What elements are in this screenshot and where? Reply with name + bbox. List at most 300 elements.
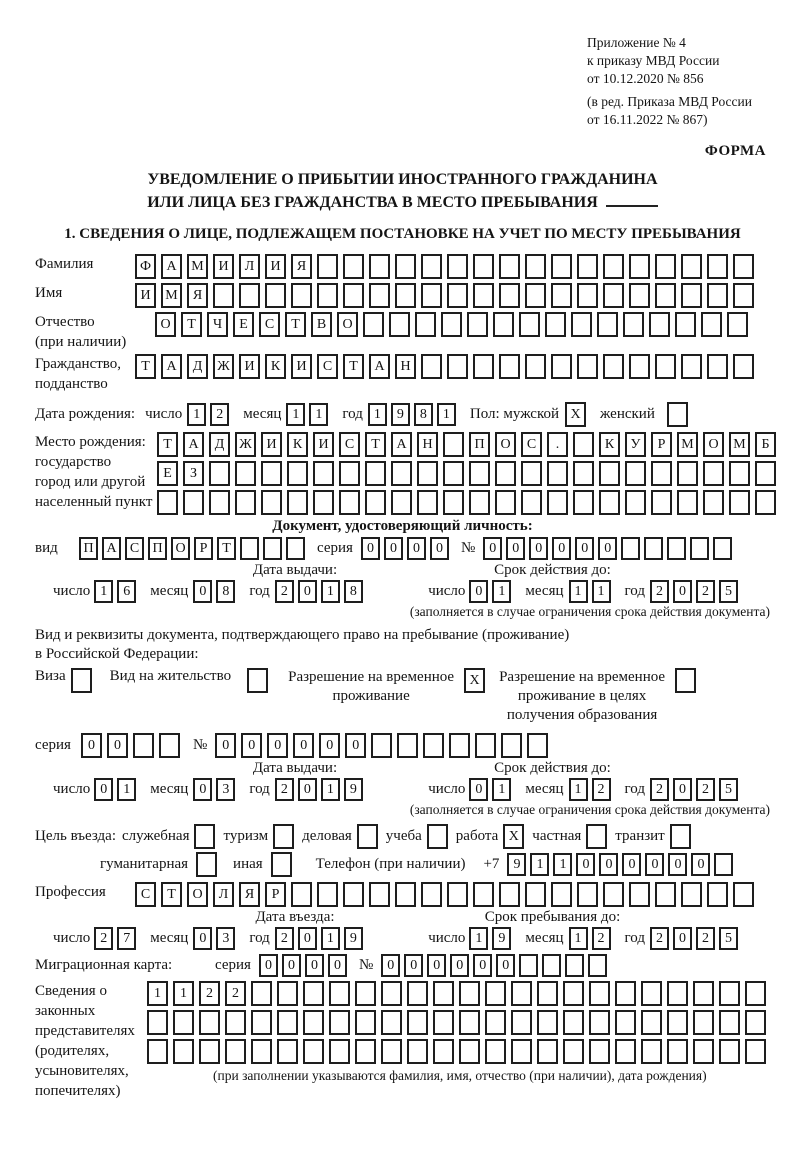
- char-cell[interactable]: [573, 461, 594, 486]
- residence-seriya-cells[interactable]: [81, 733, 185, 758]
- char-cell[interactable]: [707, 354, 728, 379]
- stay-day[interactable]: [469, 927, 515, 950]
- char-cell[interactable]: [551, 354, 572, 379]
- char-cell[interactable]: .: [547, 432, 568, 457]
- char-cell[interactable]: [329, 1039, 350, 1064]
- char-cell[interactable]: М: [729, 432, 750, 457]
- char-cell[interactable]: 1: [94, 580, 113, 603]
- char-cell[interactable]: [681, 254, 702, 279]
- char-cell[interactable]: [421, 354, 442, 379]
- char-cell[interactable]: [655, 283, 676, 308]
- char-cell[interactable]: 8: [344, 580, 363, 603]
- char-cell[interactable]: 5: [719, 580, 738, 603]
- char-cell[interactable]: 0: [575, 537, 594, 560]
- char-cell[interactable]: 2: [210, 403, 229, 426]
- char-cell[interactable]: [459, 981, 480, 1006]
- char-cell[interactable]: [719, 1010, 740, 1035]
- char-cell[interactable]: 0: [430, 537, 449, 560]
- char-cell[interactable]: А: [391, 432, 412, 457]
- residence-issue-year[interactable]: [275, 778, 367, 801]
- char-cell[interactable]: 2: [275, 580, 294, 603]
- char-cell[interactable]: 0: [645, 853, 664, 876]
- char-cell[interactable]: 2: [650, 580, 669, 603]
- char-cell[interactable]: [599, 490, 620, 515]
- char-cell[interactable]: 0: [267, 733, 288, 758]
- identity-issue-day[interactable]: [94, 580, 140, 603]
- char-cell[interactable]: [389, 312, 410, 337]
- char-cell[interactable]: [443, 490, 464, 515]
- char-cell[interactable]: О: [171, 537, 190, 560]
- char-cell[interactable]: [563, 1010, 584, 1035]
- char-cell[interactable]: [251, 1010, 272, 1035]
- char-cell[interactable]: [499, 254, 520, 279]
- char-cell[interactable]: [441, 312, 462, 337]
- char-cell[interactable]: 0: [81, 733, 102, 758]
- char-cell[interactable]: [603, 283, 624, 308]
- char-cell[interactable]: Т: [157, 432, 178, 457]
- char-cell[interactable]: [677, 490, 698, 515]
- char-cell[interactable]: [615, 981, 636, 1006]
- char-cell[interactable]: Н: [417, 432, 438, 457]
- char-cell[interactable]: [251, 981, 272, 1006]
- char-cell[interactable]: [443, 461, 464, 486]
- char-cell[interactable]: [667, 1039, 688, 1064]
- char-cell[interactable]: 0: [473, 954, 492, 977]
- char-cell[interactable]: [597, 312, 618, 337]
- char-cell[interactable]: [493, 312, 514, 337]
- char-cell[interactable]: 0: [483, 537, 502, 560]
- char-cell[interactable]: 2: [275, 778, 294, 801]
- char-cell[interactable]: [511, 1039, 532, 1064]
- char-cell[interactable]: [199, 1010, 220, 1035]
- char-cell[interactable]: И: [265, 254, 286, 279]
- surname-cells[interactable]: [135, 254, 759, 279]
- char-cell[interactable]: [395, 254, 416, 279]
- identity-seriya-cells[interactable]: [361, 537, 453, 560]
- char-cell[interactable]: [459, 1039, 480, 1064]
- char-cell[interactable]: 1: [173, 981, 194, 1006]
- residence-valid-year[interactable]: [650, 778, 742, 801]
- char-cell[interactable]: [235, 490, 256, 515]
- char-cell[interactable]: [313, 490, 334, 515]
- char-cell[interactable]: [577, 354, 598, 379]
- char-cell[interactable]: [733, 882, 754, 907]
- char-cell[interactable]: [209, 461, 230, 486]
- char-cell[interactable]: 0: [94, 778, 113, 801]
- phone-cells[interactable]: [507, 853, 737, 876]
- char-cell[interactable]: В: [311, 312, 332, 337]
- char-cell[interactable]: 1: [569, 580, 588, 603]
- char-cell[interactable]: [447, 882, 468, 907]
- char-cell[interactable]: [615, 1039, 636, 1064]
- char-cell[interactable]: 1: [492, 580, 511, 603]
- char-cell[interactable]: 0: [241, 733, 262, 758]
- char-cell[interactable]: [473, 354, 494, 379]
- char-cell[interactable]: [369, 254, 390, 279]
- char-cell[interactable]: 0: [193, 580, 212, 603]
- char-cell[interactable]: Р: [265, 882, 286, 907]
- char-cell[interactable]: [545, 312, 566, 337]
- char-cell[interactable]: 0: [282, 954, 301, 977]
- char-cell[interactable]: 2: [696, 927, 715, 950]
- char-cell[interactable]: 9: [391, 403, 410, 426]
- char-cell[interactable]: [589, 981, 610, 1006]
- char-cell[interactable]: [303, 981, 324, 1006]
- char-cell[interactable]: [469, 490, 490, 515]
- char-cell[interactable]: 2: [225, 981, 246, 1006]
- char-cell[interactable]: О: [337, 312, 358, 337]
- birth-year-cells[interactable]: [368, 403, 460, 426]
- char-cell[interactable]: А: [161, 254, 182, 279]
- char-cell[interactable]: [213, 283, 234, 308]
- char-cell[interactable]: [339, 461, 360, 486]
- char-cell[interactable]: Т: [343, 354, 364, 379]
- checkbox-purpose-business[interactable]: [357, 824, 378, 849]
- char-cell[interactable]: [485, 981, 506, 1006]
- char-cell[interactable]: [551, 882, 572, 907]
- char-cell[interactable]: [521, 490, 542, 515]
- char-cell[interactable]: [733, 354, 754, 379]
- char-cell[interactable]: 1: [321, 927, 340, 950]
- char-cell[interactable]: [733, 283, 754, 308]
- char-cell[interactable]: [447, 354, 468, 379]
- char-cell[interactable]: 0: [506, 537, 525, 560]
- char-cell[interactable]: [655, 354, 676, 379]
- char-cell[interactable]: Ж: [213, 354, 234, 379]
- char-cell[interactable]: [355, 1010, 376, 1035]
- char-cell[interactable]: 7: [117, 927, 136, 950]
- checkbox-male[interactable]: X: [565, 402, 586, 427]
- char-cell[interactable]: [677, 461, 698, 486]
- char-cell[interactable]: [681, 882, 702, 907]
- stay-month[interactable]: [569, 927, 615, 950]
- char-cell[interactable]: [261, 461, 282, 486]
- identity-issue-month[interactable]: [193, 580, 239, 603]
- checkbox-purpose-transit[interactable]: [670, 824, 691, 849]
- char-cell[interactable]: [641, 1010, 662, 1035]
- char-cell[interactable]: [371, 733, 392, 758]
- char-cell[interactable]: 3: [216, 778, 235, 801]
- char-cell[interactable]: [449, 733, 470, 758]
- char-cell[interactable]: [173, 1039, 194, 1064]
- char-cell[interactable]: И: [239, 354, 260, 379]
- char-cell[interactable]: [729, 461, 750, 486]
- char-cell[interactable]: 0: [450, 954, 469, 977]
- char-cell[interactable]: [745, 1010, 766, 1035]
- char-cell[interactable]: [563, 1039, 584, 1064]
- patronymic-cells[interactable]: [155, 312, 753, 337]
- char-cell[interactable]: [527, 733, 548, 758]
- char-cell[interactable]: [415, 312, 436, 337]
- char-cell[interactable]: [707, 882, 728, 907]
- char-cell[interactable]: [277, 1010, 298, 1035]
- char-cell[interactable]: Д: [187, 354, 208, 379]
- birth-place-row3[interactable]: [157, 490, 781, 515]
- char-cell[interactable]: 2: [696, 580, 715, 603]
- char-cell[interactable]: 2: [696, 778, 715, 801]
- char-cell[interactable]: А: [161, 354, 182, 379]
- birth-day-cells[interactable]: [187, 403, 233, 426]
- char-cell[interactable]: [511, 1010, 532, 1035]
- checkbox-female[interactable]: [667, 402, 688, 427]
- char-cell[interactable]: [603, 882, 624, 907]
- char-cell[interactable]: [395, 283, 416, 308]
- char-cell[interactable]: О: [495, 432, 516, 457]
- char-cell[interactable]: [623, 312, 644, 337]
- char-cell[interactable]: [495, 461, 516, 486]
- char-cell[interactable]: 9: [507, 853, 526, 876]
- char-cell[interactable]: Л: [239, 254, 260, 279]
- char-cell[interactable]: [525, 254, 546, 279]
- char-cell[interactable]: 0: [215, 733, 236, 758]
- checkbox-purpose-official[interactable]: [194, 824, 215, 849]
- char-cell[interactable]: [339, 490, 360, 515]
- char-cell[interactable]: [599, 461, 620, 486]
- char-cell[interactable]: [629, 283, 650, 308]
- char-cell[interactable]: 0: [384, 537, 403, 560]
- char-cell[interactable]: [467, 312, 488, 337]
- legal-reps-row2[interactable]: [147, 1010, 771, 1035]
- checkbox-purpose-private[interactable]: [586, 824, 607, 849]
- char-cell[interactable]: [577, 882, 598, 907]
- char-cell[interactable]: П: [469, 432, 490, 457]
- char-cell[interactable]: Р: [651, 432, 672, 457]
- citizenship-cells[interactable]: [135, 354, 759, 379]
- char-cell[interactable]: С: [317, 354, 338, 379]
- char-cell[interactable]: 1: [321, 580, 340, 603]
- char-cell[interactable]: 0: [673, 927, 692, 950]
- char-cell[interactable]: [473, 283, 494, 308]
- char-cell[interactable]: Т: [181, 312, 202, 337]
- char-cell[interactable]: Т: [217, 537, 236, 560]
- char-cell[interactable]: [649, 312, 670, 337]
- char-cell[interactable]: С: [135, 882, 156, 907]
- char-cell[interactable]: [391, 461, 412, 486]
- char-cell[interactable]: 0: [691, 853, 710, 876]
- char-cell[interactable]: [447, 254, 468, 279]
- char-cell[interactable]: [499, 354, 520, 379]
- char-cell[interactable]: [693, 981, 714, 1006]
- char-cell[interactable]: [690, 537, 709, 560]
- char-cell[interactable]: [703, 490, 724, 515]
- char-cell[interactable]: Б: [755, 432, 776, 457]
- char-cell[interactable]: 0: [427, 954, 446, 977]
- char-cell[interactable]: [265, 283, 286, 308]
- char-cell[interactable]: [681, 283, 702, 308]
- entry-year[interactable]: [275, 927, 367, 950]
- char-cell[interactable]: А: [369, 354, 390, 379]
- char-cell[interactable]: [667, 537, 686, 560]
- identity-issue-year[interactable]: [275, 580, 367, 603]
- char-cell[interactable]: [519, 312, 540, 337]
- char-cell[interactable]: Т: [285, 312, 306, 337]
- char-cell[interactable]: [589, 1039, 610, 1064]
- char-cell[interactable]: [261, 490, 282, 515]
- char-cell[interactable]: [407, 1010, 428, 1035]
- char-cell[interactable]: [745, 981, 766, 1006]
- char-cell[interactable]: 2: [592, 778, 611, 801]
- char-cell[interactable]: 0: [305, 954, 324, 977]
- char-cell[interactable]: Я: [187, 283, 208, 308]
- char-cell[interactable]: С: [259, 312, 280, 337]
- char-cell[interactable]: 0: [193, 778, 212, 801]
- char-cell[interactable]: [277, 981, 298, 1006]
- char-cell[interactable]: 1: [469, 927, 488, 950]
- char-cell[interactable]: 2: [94, 927, 113, 950]
- char-cell[interactable]: [235, 461, 256, 486]
- char-cell[interactable]: [565, 954, 584, 977]
- char-cell[interactable]: [225, 1010, 246, 1035]
- char-cell[interactable]: А: [183, 432, 204, 457]
- char-cell[interactable]: 0: [259, 954, 278, 977]
- char-cell[interactable]: [329, 981, 350, 1006]
- char-cell[interactable]: [433, 1039, 454, 1064]
- char-cell[interactable]: 9: [492, 927, 511, 950]
- char-cell[interactable]: [391, 490, 412, 515]
- char-cell[interactable]: 1: [569, 927, 588, 950]
- char-cell[interactable]: [703, 461, 724, 486]
- char-cell[interactable]: 0: [496, 954, 515, 977]
- char-cell[interactable]: И: [291, 354, 312, 379]
- char-cell[interactable]: [317, 254, 338, 279]
- char-cell[interactable]: 1: [309, 403, 328, 426]
- char-cell[interactable]: [563, 981, 584, 1006]
- char-cell[interactable]: [693, 1010, 714, 1035]
- char-cell[interactable]: [719, 1039, 740, 1064]
- char-cell[interactable]: [147, 1039, 168, 1064]
- char-cell[interactable]: У: [625, 432, 646, 457]
- char-cell[interactable]: [537, 1039, 558, 1064]
- char-cell[interactable]: [173, 1010, 194, 1035]
- char-cell[interactable]: 2: [650, 778, 669, 801]
- char-cell[interactable]: [475, 733, 496, 758]
- checkbox-residence-permit[interactable]: [247, 668, 268, 693]
- char-cell[interactable]: [147, 1010, 168, 1035]
- char-cell[interactable]: 2: [275, 927, 294, 950]
- char-cell[interactable]: [433, 1010, 454, 1035]
- char-cell[interactable]: [209, 490, 230, 515]
- char-cell[interactable]: [537, 981, 558, 1006]
- checkbox-visa[interactable]: [71, 668, 92, 693]
- legal-reps-row1[interactable]: [147, 981, 771, 1006]
- firstname-cells[interactable]: [135, 283, 759, 308]
- char-cell[interactable]: 9: [344, 927, 363, 950]
- char-cell[interactable]: [286, 537, 305, 560]
- char-cell[interactable]: [417, 461, 438, 486]
- char-cell[interactable]: [369, 283, 390, 308]
- char-cell[interactable]: Т: [365, 432, 386, 457]
- char-cell[interactable]: Р: [194, 537, 213, 560]
- char-cell[interactable]: [317, 283, 338, 308]
- char-cell[interactable]: [381, 981, 402, 1006]
- char-cell[interactable]: [707, 283, 728, 308]
- char-cell[interactable]: [421, 283, 442, 308]
- char-cell[interactable]: Ж: [235, 432, 256, 457]
- char-cell[interactable]: [343, 283, 364, 308]
- char-cell[interactable]: [621, 537, 640, 560]
- char-cell[interactable]: [343, 882, 364, 907]
- char-cell[interactable]: И: [213, 254, 234, 279]
- char-cell[interactable]: [133, 733, 154, 758]
- char-cell[interactable]: [421, 882, 442, 907]
- char-cell[interactable]: [473, 882, 494, 907]
- char-cell[interactable]: [355, 1039, 376, 1064]
- char-cell[interactable]: [644, 537, 663, 560]
- char-cell[interactable]: 0: [469, 580, 488, 603]
- char-cell[interactable]: 3: [216, 927, 235, 950]
- char-cell[interactable]: [577, 254, 598, 279]
- char-cell[interactable]: [745, 1039, 766, 1064]
- char-cell[interactable]: Т: [161, 882, 182, 907]
- char-cell[interactable]: [714, 853, 733, 876]
- char-cell[interactable]: [499, 882, 520, 907]
- char-cell[interactable]: 0: [668, 853, 687, 876]
- char-cell[interactable]: 0: [328, 954, 347, 977]
- char-cell[interactable]: 1: [569, 778, 588, 801]
- char-cell[interactable]: 1: [437, 403, 456, 426]
- char-cell[interactable]: [343, 254, 364, 279]
- char-cell[interactable]: К: [599, 432, 620, 457]
- char-cell[interactable]: 0: [361, 537, 380, 560]
- char-cell[interactable]: [625, 461, 646, 486]
- char-cell[interactable]: [240, 537, 259, 560]
- char-cell[interactable]: [277, 1039, 298, 1064]
- char-cell[interactable]: [629, 354, 650, 379]
- char-cell[interactable]: [303, 1039, 324, 1064]
- char-cell[interactable]: И: [261, 432, 282, 457]
- char-cell[interactable]: [313, 461, 334, 486]
- char-cell[interactable]: [713, 537, 732, 560]
- char-cell[interactable]: [417, 490, 438, 515]
- char-cell[interactable]: [603, 254, 624, 279]
- char-cell[interactable]: [291, 283, 312, 308]
- char-cell[interactable]: 0: [598, 537, 617, 560]
- residence-issue-day[interactable]: [94, 778, 140, 801]
- profession-cells[interactable]: [135, 882, 759, 907]
- char-cell[interactable]: [485, 1010, 506, 1035]
- char-cell[interactable]: [625, 490, 646, 515]
- char-cell[interactable]: [667, 981, 688, 1006]
- char-cell[interactable]: 1: [117, 778, 136, 801]
- char-cell[interactable]: [551, 283, 572, 308]
- char-cell[interactable]: 0: [298, 927, 317, 950]
- char-cell[interactable]: 0: [107, 733, 128, 758]
- char-cell[interactable]: Ч: [207, 312, 228, 337]
- char-cell[interactable]: [381, 1039, 402, 1064]
- char-cell[interactable]: 0: [529, 537, 548, 560]
- legal-reps-row3[interactable]: [147, 1039, 771, 1064]
- char-cell[interactable]: 1: [368, 403, 387, 426]
- char-cell[interactable]: Е: [233, 312, 254, 337]
- char-cell[interactable]: М: [677, 432, 698, 457]
- char-cell[interactable]: Е: [157, 461, 178, 486]
- char-cell[interactable]: З: [183, 461, 204, 486]
- char-cell[interactable]: 0: [381, 954, 400, 977]
- char-cell[interactable]: [395, 882, 416, 907]
- char-cell[interactable]: [573, 432, 594, 457]
- char-cell[interactable]: [381, 1010, 402, 1035]
- identity-nomer-cells[interactable]: [483, 537, 736, 560]
- char-cell[interactable]: М: [161, 283, 182, 308]
- char-cell[interactable]: [707, 254, 728, 279]
- char-cell[interactable]: [287, 490, 308, 515]
- char-cell[interactable]: [397, 733, 418, 758]
- char-cell[interactable]: Н: [395, 354, 416, 379]
- char-cell[interactable]: [159, 733, 180, 758]
- char-cell[interactable]: [459, 1010, 480, 1035]
- birth-place-row2[interactable]: [157, 461, 781, 486]
- char-cell[interactable]: [447, 283, 468, 308]
